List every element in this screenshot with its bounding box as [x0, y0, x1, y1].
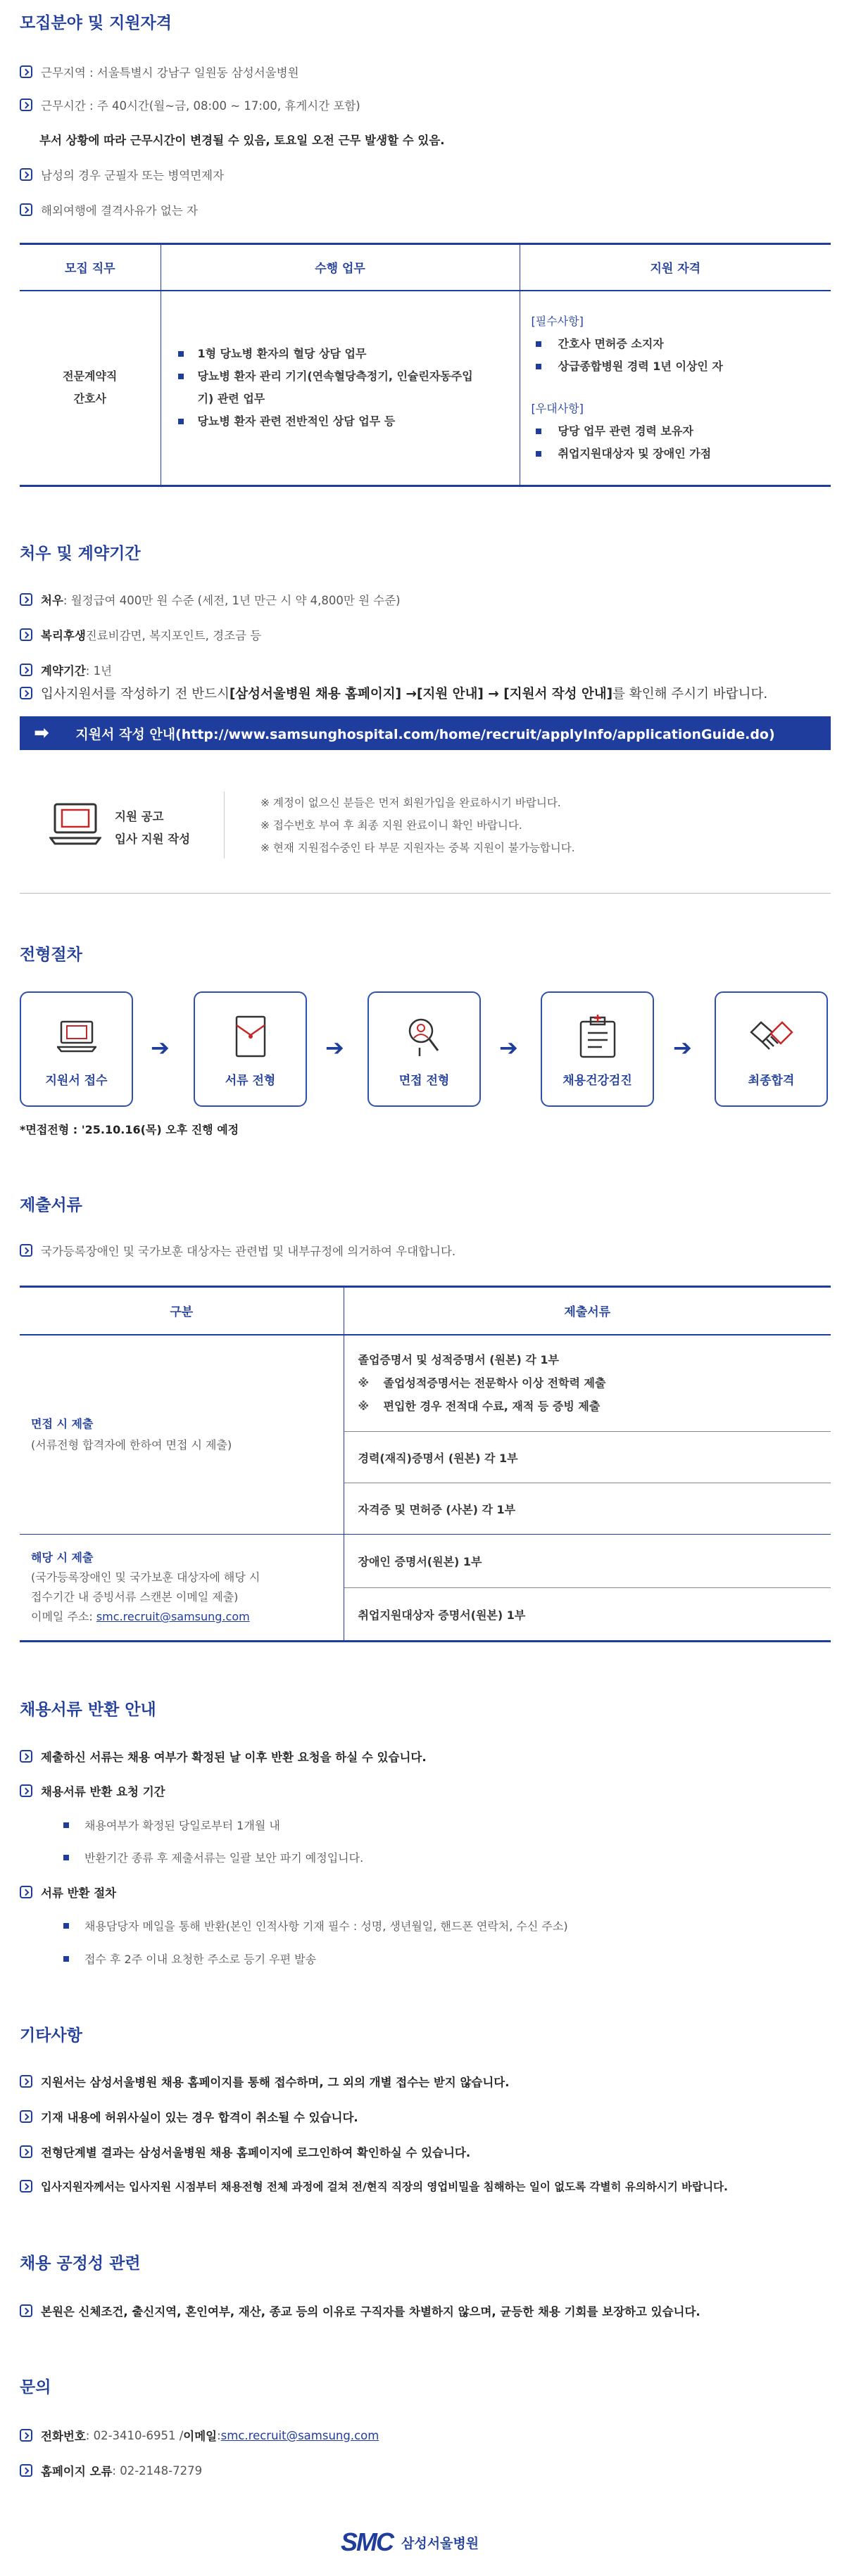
process-note: *면접전형 : '25.10.16(목) 오후 진행 예정 [20, 1123, 239, 1136]
docs-group-interview: 면접 시 제출 (서류전형 합격자에 한하여 면접 시 제출) [20, 1335, 344, 1535]
divider [224, 792, 225, 858]
docs-group-optional: 해당 시 제출 (국가등록장애인 및 국가보훈 대상자에 해당 시 접수기간 내 증빙서류 스캔본 이메일 제출) 이메일 주소: smc.recruit@samsung.com [20, 1535, 344, 1642]
duty-item: 1형 당뇨병 환자의 혈당 상담 업무 [178, 343, 505, 365]
terms-item: 계약기간 : 1년 [20, 661, 112, 678]
table-header: 수행 업무 [161, 244, 520, 291]
chevron-right-icon [20, 628, 32, 641]
return-subitem: 채용담당자 메일을 통해 반환(본인 인적사항 기재 필수 : 성명, 생년월일, 핸드폰 연락처, 수신 주소) [63, 1917, 568, 1934]
req-item: 상급종합병원 경력 1년 이상인 자 [532, 355, 820, 378]
etc-item: 기재 내용에 허위사실이 있는 경우 합격이 취소될 수 있습니다. [20, 2108, 358, 2125]
chevron-right-icon [20, 2145, 32, 2158]
chevron-right-icon [20, 1886, 32, 1898]
duty-item: 당뇨병 환자 관리 기기(연속혈당측정기, 인슐린자동주입 [178, 365, 505, 388]
doc-cell: 졸업증명서 및 성적증명서 (원본) 각 1부 ※ 졸업성적증명서는 전문학사 이상 전학력 제출 ※ 편입한 경우 전적대 수료, 재적 등 증빙 제출 [344, 1335, 831, 1432]
arrow-right-icon: ➡ [34, 723, 49, 744]
medical-chart-icon [578, 1015, 617, 1058]
etc-item: 입사지원자께서는 입사지원 시점부터 채용전형 전체 과정에 걸쳐 전/현직 직장의 영업비밀을 침해하는 일이 없도록 각별히 유의하시기 바랍니다. [20, 2178, 728, 2194]
job-cell: 전문계약직 간호사 [20, 291, 161, 486]
application-guide-link[interactable]: ➡ 지원서 작성 안내(http://www.samsunghospital.com/home/recruit/applyInfo/applicationGuide.do) [20, 716, 831, 750]
table-header: 지원 자격 [520, 244, 831, 291]
duties-cell [161, 291, 520, 486]
recruit-table [20, 243, 831, 487]
chevron-right-icon [20, 664, 32, 676]
return-subitem: 접수 후 2주 이내 요청한 주소로 등기 우편 발송 [63, 1950, 316, 1967]
process-step: 최종합격 [715, 991, 828, 1107]
pref-item: 취업지원대상자 및 장애인 가점 [532, 443, 820, 465]
return-subitem: 채용여부가 확정된 당일로부터 1개월 내 [63, 1817, 280, 1833]
recruit-item: 근무시간 : 주 40시간(월~금, 08:00 ~ 17:00, 휴게시간 포함) [20, 96, 360, 113]
process-step: 채용건강검진 [541, 991, 654, 1107]
section-title-return: 채용서류 반환 안내 [20, 1701, 156, 1719]
req-item: 간호사 면허증 소지자 [532, 333, 820, 355]
pref-item: 당당 업무 관련 경력 보유자 [532, 420, 820, 443]
contact-phone: 전화번호 : 02-3410-6951 / 이메일 : smc.recruit@samsung.com [20, 2427, 379, 2444]
arrow-right-icon: ➔ [151, 1034, 170, 1061]
recruit-item: 남성의 경우 군필자 또는 병역면제자 [20, 166, 224, 183]
requirement-cell: [필수사항] 간호사 면허증 소지자 상급종합병원 경력 1년 이상인 자 [우대사항] 당당 업무 관련 경력 보유자 취업지원대상자 및 장애인 가점 [520, 291, 831, 486]
chevron-right-icon [20, 168, 32, 181]
laptop-icon [57, 1015, 96, 1058]
arrow-right-icon: ➔ [325, 1034, 344, 1061]
contact-homepage: 홈페이지 오류 : 02-2148-7279 [20, 2462, 202, 2479]
magnifier-person-icon [404, 1015, 445, 1058]
chevron-right-icon [20, 687, 32, 699]
recruit-note: 부서 상황에 따라 근무시간이 변경될 수 있음, 토요일 오전 근무 발생할 수 있음. [39, 134, 445, 147]
doc-cell: 자격증 및 면허증 (사본) 각 1부 [344, 1483, 831, 1535]
chevron-right-icon [20, 1244, 32, 1257]
doc-cell: 경력(재직)증명서 (원본) 각 1부 [344, 1432, 831, 1483]
chevron-right-icon [20, 65, 32, 78]
etc-item: 지원서는 삼성서울병원 채용 홈페이지를 통해 접수하며, 그 외의 개별 접수는 받지 않습니다. [20, 2073, 509, 2090]
recruit-item: 근무지역 : 서울특별시 강남구 일원동 삼성서울병원 [20, 63, 299, 80]
duty-item-cont: 기) 관련 업무 [197, 392, 265, 406]
section-title-terms: 처우 및 계약기간 [20, 545, 141, 563]
chevron-right-icon [20, 2180, 32, 2193]
arrow-right-icon: ➔ [499, 1034, 518, 1061]
process-step: 서류 전형 [194, 991, 307, 1107]
docs-table [20, 1286, 831, 1642]
section-title-recruit: 모집분야 및 지원자격 [20, 14, 172, 32]
fairness-item: 본원은 신체조건, 출신지역, 혼인여부, 재산, 종교 등의 이유로 구직자를 차별하지 않으며, 균등한 채용 기회를 보장하고 있습니다. [20, 2302, 700, 2319]
chevron-right-icon [20, 2075, 32, 2088]
hospital-logo: SMC 삼성서울병원 [341, 2527, 479, 2556]
laptop-icon [49, 800, 101, 851]
document-envelope-icon [234, 1015, 268, 1058]
process-step: 지원서 접수 [20, 991, 133, 1107]
docs-intro: 국가등록장애인 및 국가보훈 대상자는 관련법 및 내부규정에 의거하여 우대합니다. [20, 1242, 455, 1259]
chevron-right-icon [20, 593, 32, 606]
email-link[interactable]: smc.recruit@samsung.com [220, 2428, 379, 2442]
return-item: 채용서류 반환 요청 기간 [20, 1782, 165, 1799]
return-subitem: 반환기간 종류 후 제출서류는 일괄 보안 파기 예정입니다. [63, 1849, 363, 1865]
arrow-right-icon: ➔ [673, 1034, 692, 1061]
chevron-right-icon [20, 2429, 32, 2442]
chevron-right-icon [20, 1784, 32, 1797]
apply-info-label: 지원 공고 입사 지원 작성 [115, 810, 191, 846]
return-item: 서류 반환 절차 [20, 1884, 116, 1901]
table-header: 구분 [20, 1287, 344, 1335]
table-header: 제출서류 [344, 1287, 831, 1335]
section-title-contact: 문의 [20, 2378, 51, 2397]
section-title-fairness: 채용 공정성 관련 [20, 2254, 141, 2273]
chevron-right-icon [20, 203, 32, 216]
handshake-icon [748, 1015, 795, 1058]
chevron-right-icon [20, 1750, 32, 1763]
email-link[interactable]: smc.recruit@samsung.com [96, 1610, 250, 1623]
terms-item: 처우 : 월정급여 400만 원 수준 (세전, 1년 만근 시 약 4,800만 원 수준) [20, 591, 401, 608]
chevron-right-icon [20, 2304, 32, 2317]
doc-cell: 장애인 증명서(원본) 1부 [344, 1535, 831, 1588]
doc-cell: 취업지원대상자 증명서(원본) 1부 [344, 1588, 831, 1642]
recruit-item: 해외여행에 결격사유가 없는 자 [20, 201, 198, 218]
section-title-docs: 제출서류 [20, 1196, 82, 1214]
terms-notice: 입사지원서를 작성하기 전 반드시 [삼성서울병원 채용 홈페이지] →[지원 안내] → [지원서 작성 안내] 를 확인해 주시기 바랍니다. [20, 684, 767, 702]
apply-info-box [20, 792, 831, 894]
duty-item: 당뇨병 환자 관련 전반적인 상담 업무 등 [178, 410, 505, 433]
etc-item: 전형단계별 결과는 삼성서울병원 채용 홈페이지에 로그인하여 확인하실 수 있습니다. [20, 2143, 470, 2160]
terms-item: 복리후생 진료비감면, 복지포인트, 경조금 등 [20, 626, 261, 643]
return-item: 제출하신 서류는 채용 여부가 확정된 날 이후 반환 요청을 하실 수 있습니다. [20, 1748, 427, 1765]
section-title-process: 전형절차 [20, 946, 82, 964]
process-step: 면접 전형 [367, 991, 481, 1107]
chevron-right-icon [20, 99, 32, 111]
section-title-etc: 기타사항 [20, 2026, 82, 2045]
table-header: 모집 직무 [20, 244, 161, 291]
chevron-right-icon [20, 2110, 32, 2123]
apply-info-notes: ※ 계정이 없으신 분들은 먼저 회원가입을 완료하시기 바랍니다. ※ 접수번호 부여 후 최종 지원 완료이니 확인 바랍니다. ※ 현재 지원접수중인 타 부문 지원자는 중복 지원이 불가능합니다. [260, 797, 575, 854]
chevron-right-icon [20, 2464, 32, 2477]
